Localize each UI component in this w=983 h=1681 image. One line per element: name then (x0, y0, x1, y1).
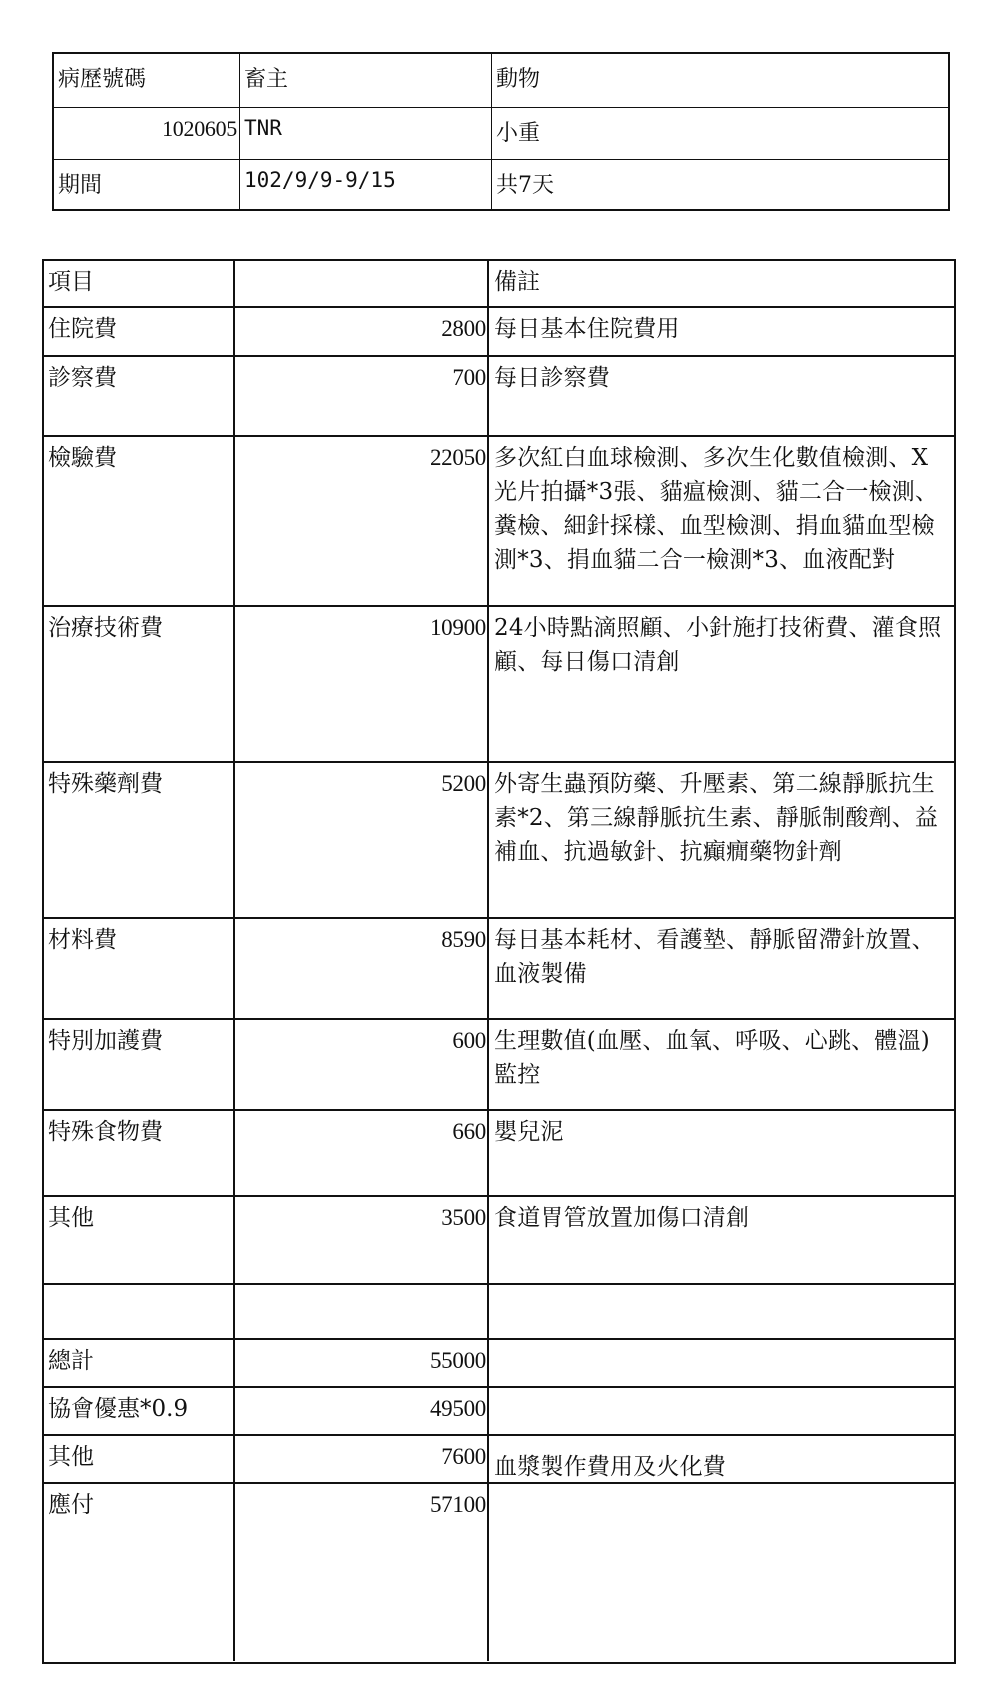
item-amount (235, 1285, 489, 1338)
table-row (44, 763, 954, 919)
item-name: 特殊藥劑費 (44, 763, 235, 917)
item-amount: 49500 (235, 1388, 489, 1434)
item-note: 每日基本耗材、看護墊、靜脈留滯針放置、血液製備 (494, 927, 935, 987)
item-amount: 660 (235, 1111, 489, 1195)
item-name: 其他 (44, 1197, 235, 1283)
item-name: 住院費 (44, 308, 235, 355)
item-name: 檢驗費 (44, 437, 235, 605)
table-row (44, 607, 954, 763)
item-amount: 55000 (235, 1340, 489, 1386)
item-amount: 700 (235, 357, 489, 435)
item-name: 診察費 (44, 357, 235, 435)
item-note: 多次紅白血球檢測、多次生化數值檢測、X光片拍攝*3張、貓瘟檢測、貓二合一檢測、糞檢、細針採樣、血型檢測、捐血貓血型檢測*3、捐血貓二合一檢測*3、血液配對 (494, 445, 939, 573)
record-number-value: 1020605 (54, 108, 240, 160)
table-row (44, 1285, 954, 1340)
table-row (44, 437, 954, 607)
item-note: 24小時點滴照顧、小針施打技術費、灌食照顧、每日傷口清創 (494, 615, 942, 675)
item-name: 材料費 (44, 919, 235, 1018)
item-name: 總計 (44, 1340, 235, 1386)
item-name: 特殊食物費 (44, 1111, 235, 1195)
item-amount: 7600 (235, 1436, 489, 1482)
owner-label: 畜主 (240, 54, 492, 108)
item-name: 應付 (44, 1484, 235, 1661)
discount-row (44, 1388, 954, 1436)
item-amount: 3500 (235, 1197, 489, 1283)
period-value: 102/9/9-9/15 (240, 160, 492, 209)
days-value: 共7天 (496, 173, 554, 198)
table-row (44, 1020, 954, 1111)
table-row (44, 308, 954, 357)
item-amount: 600 (235, 1020, 489, 1109)
table-row (44, 1111, 954, 1197)
table-row (44, 357, 954, 437)
animal-label: 動物 (492, 54, 948, 108)
item-note: 生理數值(血壓、血氧、呼吸、心跳、體溫)監控 (494, 1028, 930, 1088)
item-name (44, 1285, 235, 1338)
owner-value: TNR (240, 108, 492, 160)
fee-table (42, 259, 956, 1664)
item-amount: 2800 (235, 308, 489, 355)
item-note: 嬰兒泥 (494, 1119, 564, 1145)
item-note: 每日基本住院費用 (494, 316, 680, 342)
item-amount: 8590 (235, 919, 489, 1018)
item-note (489, 1285, 954, 1338)
item-note: 血漿製作費用及火化費 (494, 1454, 726, 1480)
animal-value: 小重 (492, 108, 948, 160)
item-name: 特別加護費 (44, 1020, 235, 1109)
table-header-row (44, 261, 954, 308)
table-row (44, 1197, 954, 1285)
item-amount: 5200 (235, 763, 489, 917)
total-row (44, 1340, 954, 1388)
period-label: 期間 (54, 160, 240, 209)
record-number-label: 病歷號碼 (54, 54, 240, 108)
item-amount: 57100 (235, 1484, 489, 1661)
item-note (489, 1484, 954, 1661)
column-header-amount (235, 261, 489, 306)
table-row (44, 919, 954, 1020)
item-note: 外寄生蟲預防藥、升壓素、第二線靜脈抗生素*2、第三線靜脈抗生素、靜脈制酸劑、益補血、抗過敏針、抗癲癇藥物針劑 (494, 771, 939, 865)
item-name: 其他 (44, 1436, 235, 1482)
item-note: 食道胃管放置加傷口清創 (494, 1205, 750, 1231)
column-header-note: 備註 (494, 269, 540, 295)
record-header-table (52, 52, 950, 211)
item-amount: 10900 (235, 607, 489, 761)
item-note: 每日診察費 (494, 365, 610, 391)
item-name: 治療技術費 (44, 607, 235, 761)
item-note (489, 1340, 954, 1386)
item-note (489, 1388, 954, 1434)
column-header-item: 項目 (44, 261, 235, 306)
item-name: 協會優惠*0.9 (44, 1388, 235, 1434)
item-amount: 22050 (235, 437, 489, 605)
amount-payable-row (44, 1484, 954, 1661)
other-fee-row (44, 1436, 954, 1484)
